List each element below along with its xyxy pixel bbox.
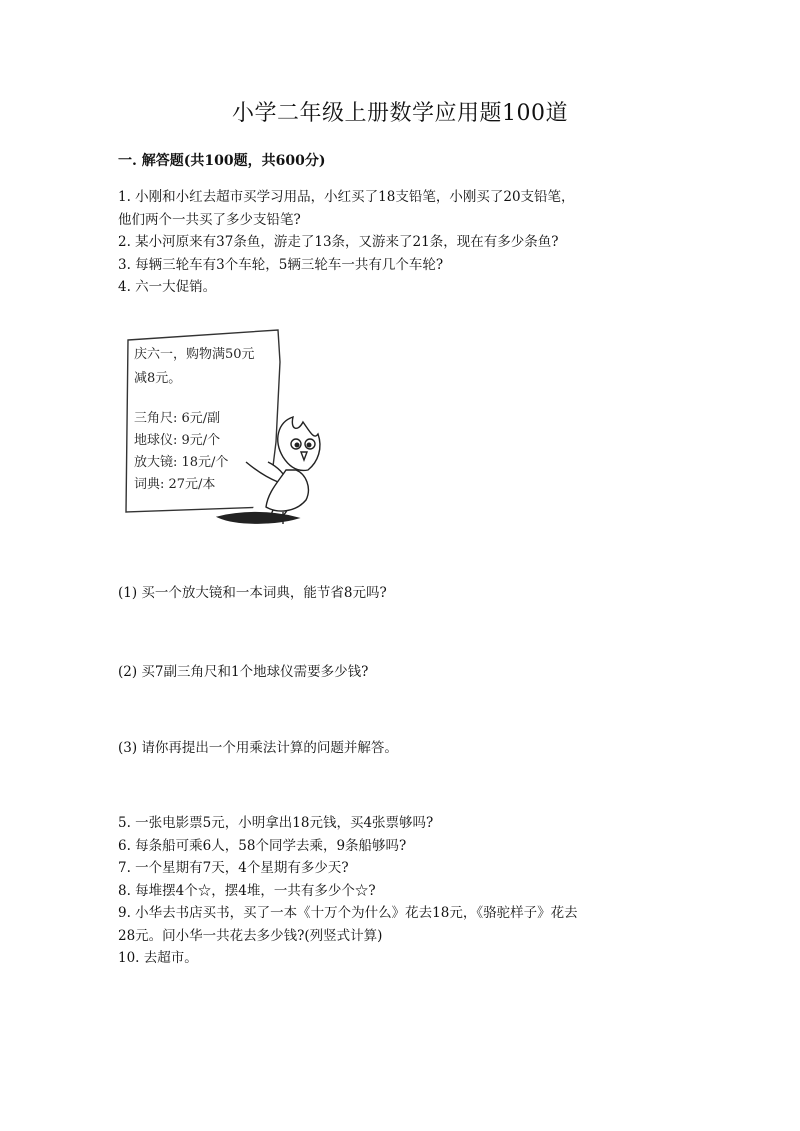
poster-item-4: 词典: 27元/本 [134,477,216,492]
page-title: 小学二年级上册数学应用题100道 [232,101,568,126]
question-5: 5. 一张电影票5元，小明拿出18元钱，买4张票够吗? [118,815,434,831]
poster-item-3: 放大镜: 18元/个 [134,455,229,470]
question-4: 4. 六一大促销。 [118,279,217,295]
question-list-2 [118,812,698,970]
poster-item-1: 三角尺: 6元/副 [134,411,221,426]
sub-question-3: (3) 请你再提出一个用乘法计算的问题并解答。 [118,740,398,756]
question-list-1 [118,186,698,299]
question-1-line-2: 他们两个一共买了多少支铅笔? [118,211,301,228]
sub-question-2: (2) 买7副三角尺和1个地球仪需要多少钱? [118,664,369,680]
question-9-line-1: 9. 小华去书店买书，买了一本《十万个为什么》花去18元，《骆驼样子》花去 [118,905,578,921]
question-10: 10. 去超市。 [118,950,198,966]
question-9-line-2: 28元。问小华一共花去多少钱?(列竖式计算) [118,927,383,944]
question-1-line-1: 1. 小刚和小红去超市买学习用品，小红买了18支铅笔，小刚买了20支铅笔， [118,189,575,205]
question-3: 3. 每辆三轮车有3个车轮，5辆三轮车一共有几个车轮? [118,256,444,273]
question-7: 7. 一个星期有7天，4个星期有多少天? [118,860,349,876]
poster-item-2: 地球仪: 9元/个 [134,433,221,448]
poster-line-2: 减8元。 [134,371,182,386]
poster-line-1: 庆六一，购物满50元 [134,347,255,362]
question-2: 2. 某小河原来有37条鱼，游走了13条，又游来了21条，现在有多少条鱼? [118,234,559,250]
sub-question-1: (1) 买一个放大镜和一本词典，能节省8元吗? [118,585,387,601]
promotion-poster-figure [118,322,358,542]
question-8: 8. 每堆摆4个☆，摆4堆，一共有多少个☆? [118,882,376,899]
question-6: 6. 每条船可乘6人，58个同学去乘，9条船够吗? [118,837,407,854]
section-heading: 一. 解答题(共100题，共600分) [118,153,326,169]
